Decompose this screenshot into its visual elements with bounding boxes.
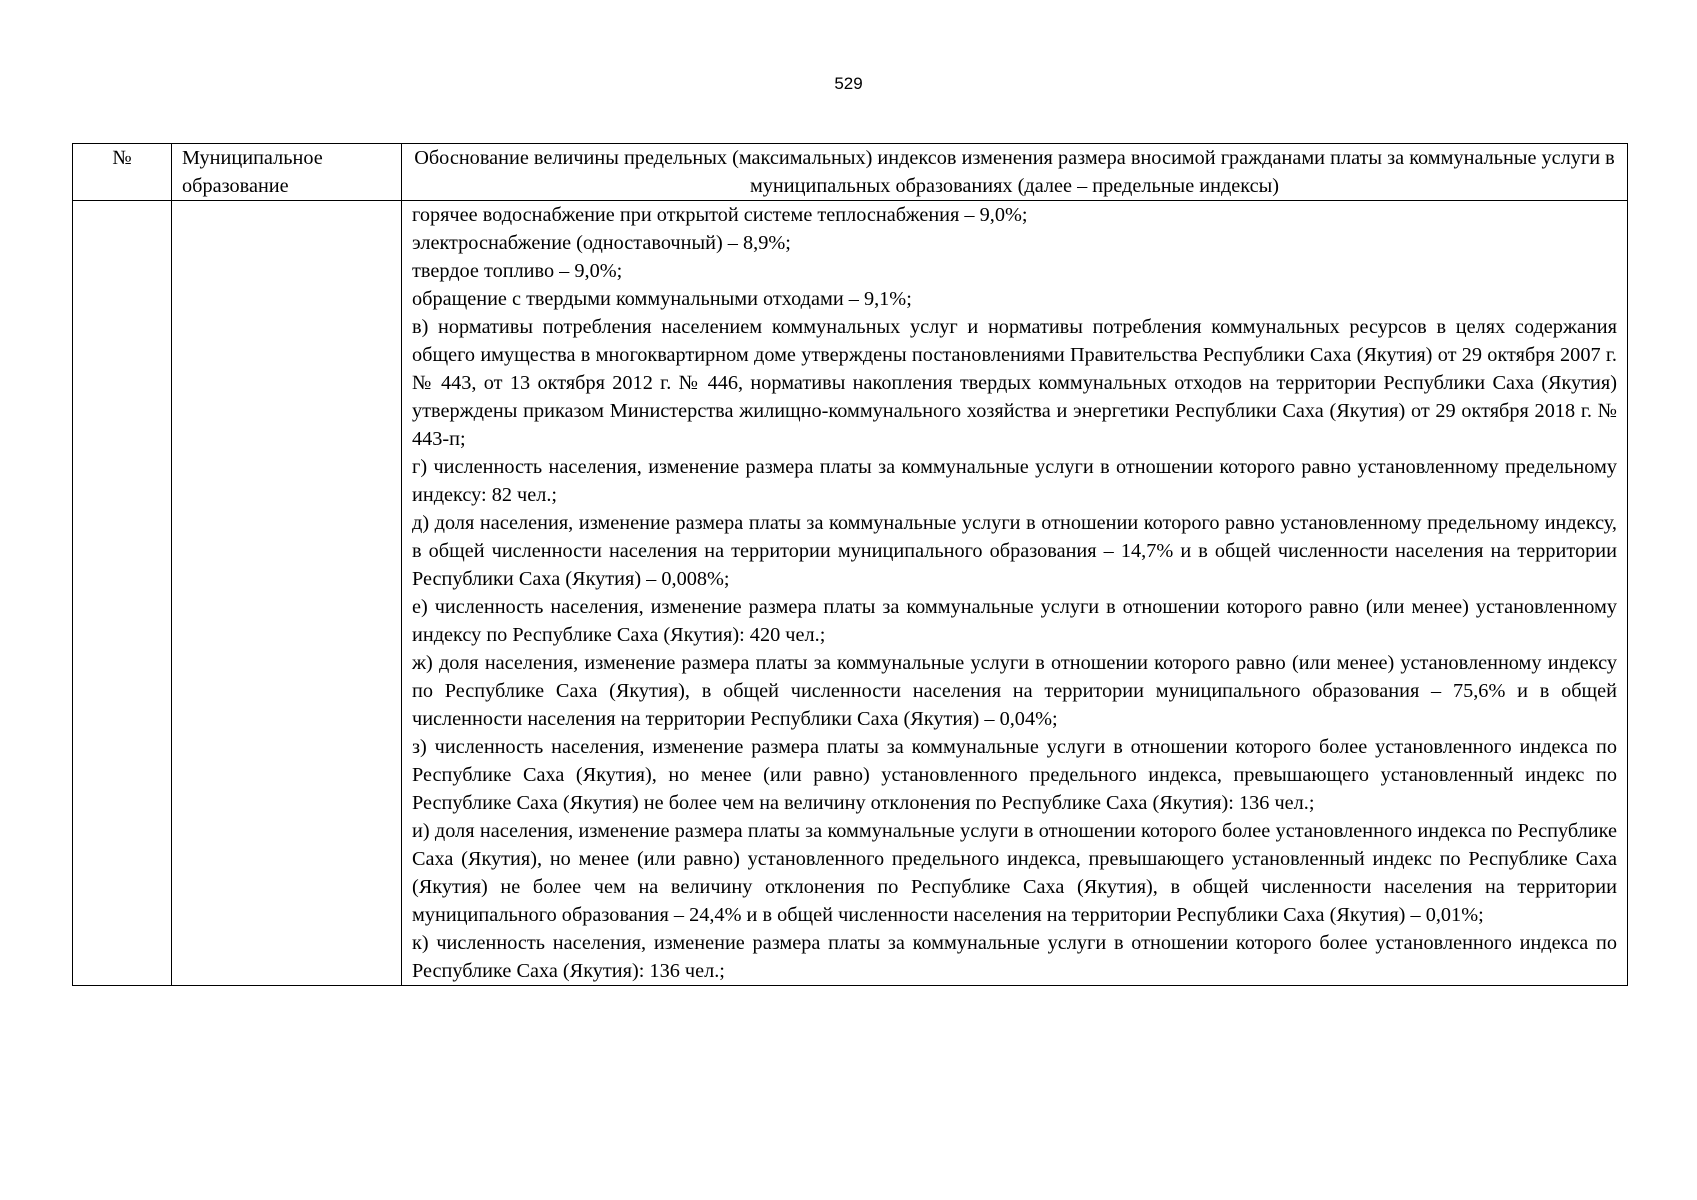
paragraph: ж) доля населения, изменение размера платы за коммунальные услуги в отношении которого равно (или менее) установленному индексу по Республике Саха (Якутия), в общей численности населения на территории муниципального образования – 75,6% и в общей численности населения на территории Республики Саха (Якутия) – 0,04%; <box>412 652 1617 730</box>
paragraph: к) численность населения, изменение размера платы за коммунальные услуги в отношении которого более установленного индекса по Республике Саха (Якутия): 136 чел.; <box>412 932 1617 982</box>
paragraph: г) численность населения, изменение размера платы за коммунальные услуги в отношении которого равно установленному предельному индексу: 82 чел.; <box>412 456 1617 506</box>
paragraph: з) численность населения, изменение размера платы за коммунальные услуги в отношении которого более установленного индекса по Республике Саха (Якутия), но менее (или равно) установленного предельного индекса, превышающего установленный индекс по Республике Саха (Якутия) не более чем на величину отклонения по Республике Саха (Якутия): 136 чел.; <box>412 736 1617 814</box>
header-number: № <box>73 144 172 201</box>
cell-justification <box>402 201 1628 986</box>
table-row <box>73 201 1628 986</box>
header-municipality: Муниципальное образование <box>172 144 402 201</box>
cell-number <box>73 201 172 986</box>
cell-municipality <box>172 201 402 986</box>
paragraph: обращение с твердыми коммунальными отходами – 9,1%; <box>412 288 912 310</box>
paragraph: в) нормативы потребления населением коммунальных услуг и нормативы потребления коммунальных ресурсов в целях содержания общего имущества в многоквартирном доме утверждены постановлениями Правительства Республики Саха (Якутия) от 29 октября 2007 г. № 443, от 13 октября 2012 г. № 446, нормативы накопления твердых коммунальных отходов на территории Республики Саха (Якутия) утверждены приказом Министерства жилищно-коммунального хозяйства и энергетики Республики Саха (Якутия) от 29 октября 2018 г. № 443-п; <box>412 316 1617 450</box>
header-justification: Обоснование величины предельных (максимальных) индексов изменения размера вносимой гражданами платы за коммунальные услуги в муниципальных образованиях (далее – предельные индексы) <box>402 144 1628 201</box>
paragraph: д) доля населения, изменение размера платы за коммунальные услуги в отношении которого равно установленному предельному индексу, в общей численности населения на территории муниципального образования – 14,7% и в общей численности населения на территории Республики Саха (Якутия) – 0,008%; <box>412 512 1617 590</box>
justification-table <box>72 143 1628 986</box>
paragraph: электроснабжение (одноставочный) – 8,9%; <box>412 232 791 254</box>
paragraph: и) доля населения, изменение размера платы за коммунальные услуги в отношении которого более установленного индекса по Республике Саха (Якутия), но менее (или равно) установленного предельного индекса, превышающего установленный индекс по Республике Саха (Якутия) не более чем на величину отклонения по Республике Саха (Якутия), в общей численности населения на территории муниципального образования – 24,4% и в общей численности населения на территории Республики Саха (Якутия) – 0,01%; <box>412 820 1617 926</box>
paragraph: е) численность населения, изменение размера платы за коммунальные услуги в отношении которого равно (или менее) установленному индексу по Республике Саха (Якутия): 420 чел.; <box>412 596 1617 646</box>
paragraph: твердое топливо – 9,0%; <box>412 260 623 282</box>
table-header-row <box>73 144 1628 201</box>
paragraph: горячее водоснабжение при открытой системе теплоснабжения – 9,0%; <box>412 204 1028 226</box>
page-number: 529 <box>834 74 863 93</box>
